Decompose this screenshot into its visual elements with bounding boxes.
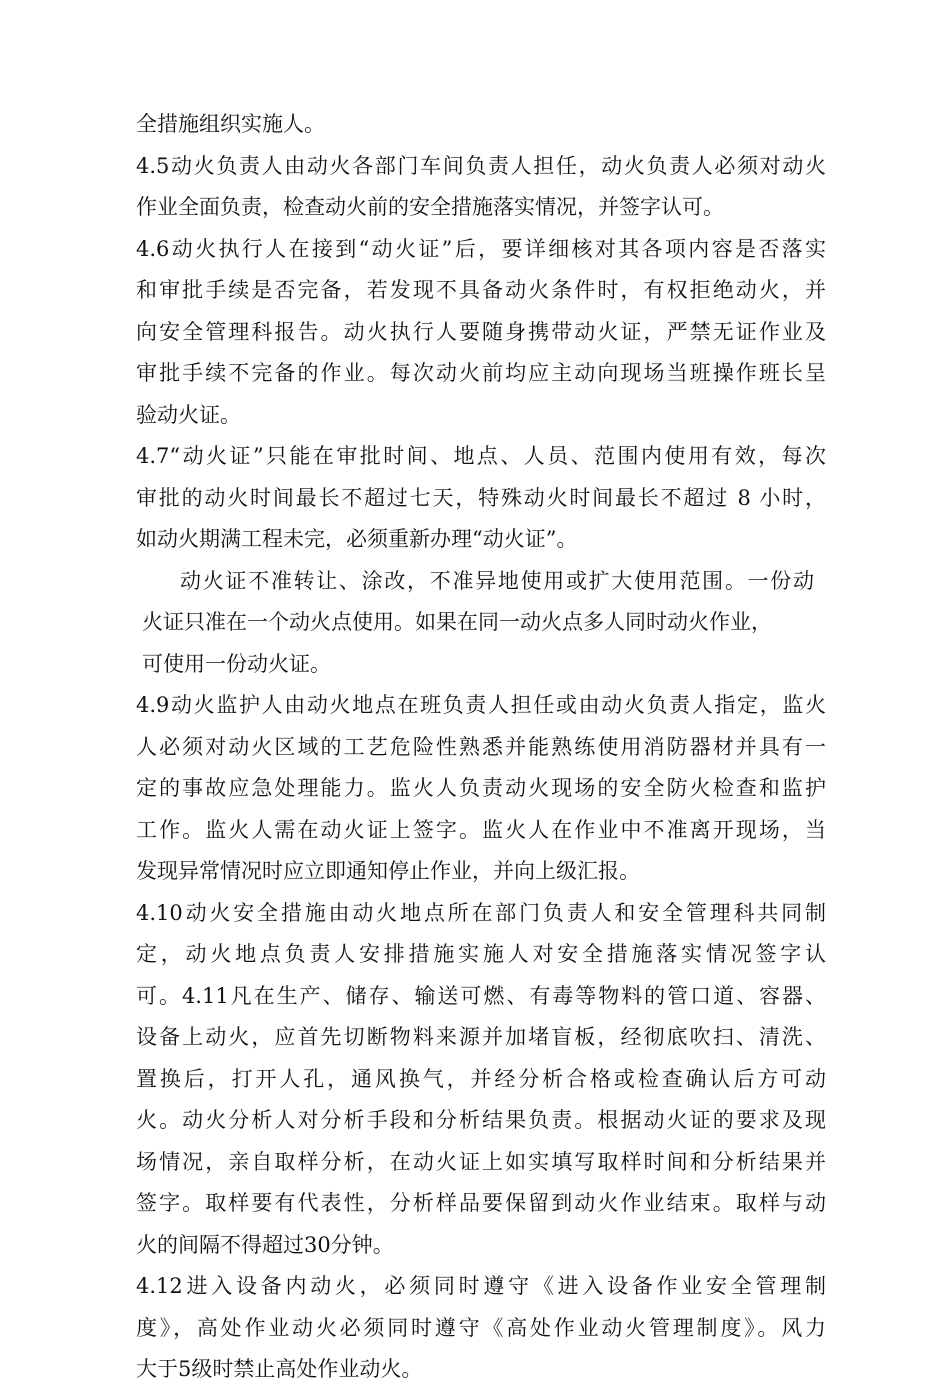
text-line: 4.5动火负责人由动火各部门车间负责人担任，动火负责人必须对动火 (136, 153, 826, 178)
text-line: 全措施组织实施人。 (136, 112, 325, 136)
text-line: 4.7“动火证”只能在审批时间、地点、人员、范围内使用有效，每次 (136, 444, 826, 468)
text-line: 可使用一份动火证。 (142, 651, 331, 676)
text-line: 置换后，打开人孔，通风换气，并经分析合格或检查确认后方可动 (136, 1066, 826, 1091)
text-line: 定的事故应急处理能力。监火人负责动火现场的安全防火检查和监护 (136, 776, 826, 800)
text-line: 场情况，亲自取样分析，在动火证上如实填写取样时间和分析结果并 (136, 1149, 826, 1174)
text-line: 4.10动火安全措施由动火地点所在部门负责人和安全管理科共同制 (136, 900, 826, 925)
document-body (136, 104, 826, 1391)
text-line: 4.9动火监护人由动火地点在班负责人担任或由动火负责人指定，监火 (136, 693, 826, 717)
text-line: 人必须对动火区域的工艺危险性熟悉并能熟练使用消防器材并具有一 (136, 734, 826, 759)
text-line: 签字。取样要有代表性，分析样品要保留到动火作业结束。取样与动 (136, 1191, 826, 1215)
text-line: 定，动火地点负责人安排措施实施人对安全措施落实情况签字认 (136, 942, 826, 966)
text-line: 验动火证。 (136, 402, 241, 427)
text-line: 火的间隔不得超过30分钟。 (136, 1232, 394, 1257)
text-line: 向安全管理科报告。动火执行人要随身携带动火证，严禁无证作业及 (136, 319, 826, 344)
text-line: 如动火期满工程未完，必须重新办理“动火证”。 (136, 527, 578, 551)
text-line: 度》，高处作业动火必须同时遵守《高处作业动火管理制度》。风力 (136, 1315, 826, 1340)
text-line: 审批的动火时间最长不超过七天，特殊动火时间最长不超过 8 小时， (136, 485, 826, 510)
text-line: 可。4.11凡在生产、储存、输送可燃、有毒等物料的管口道、容器、 (136, 983, 826, 1008)
text-line: 发现异常情况时应立即通知停止作业，并向上级汇报。 (136, 859, 640, 883)
text-line: 设备上动火，应首先切断物料来源并加堵盲板，经彻底吹扫、清洗、 (136, 1025, 826, 1049)
text-line: 作业全面负责，检查动火前的安全措施落实情况，并签字认可。 (136, 195, 724, 219)
text-line: 和审批手续是否完备，若发现不具备动火条件时，有权拒绝动火，并 (136, 278, 826, 302)
text-line: 火证只准在一个动火点使用。如果在同一动火点多人同时动火作业， (142, 610, 772, 634)
text-line: 4.12进入设备内动火，必须同时遵守《进入设备作业安全管理制 (136, 1274, 826, 1298)
text-line: 火。动火分析人对分析手段和分析结果负责。根据动火证的要求及现 (136, 1108, 826, 1132)
text-line: 审批手续不完备的作业。每次动火前均应主动向现场当班操作班长呈 (136, 361, 826, 385)
text-line: 动火证不准转让、涂改，不准异地使用或扩大使用范围。一份动 (180, 568, 814, 593)
text-line: 4.6动火执行人在接到“动火证”后，要详细核对其各项内容是否落实 (136, 236, 826, 261)
text-line: 工作。监火人需在动火证上签字。监火人在作业中不准离开现场，当 (136, 817, 826, 842)
text-line: 大于5级时禁止高处作业动火。 (136, 1357, 423, 1381)
